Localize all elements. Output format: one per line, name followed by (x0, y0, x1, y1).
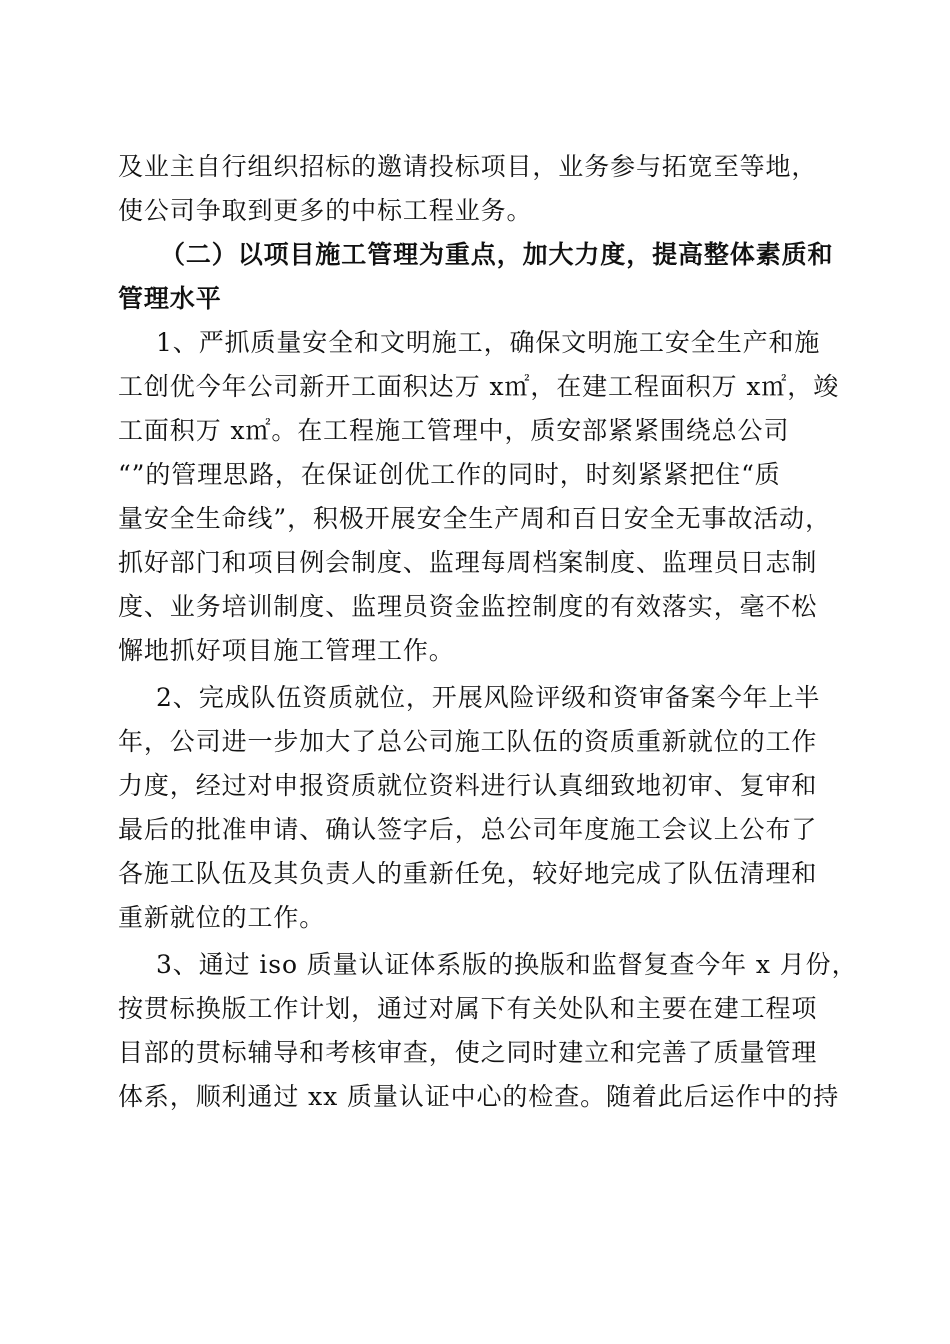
text-line: 度、业务培训制度、监理员资金监控制度的有效落实，毫不松 (118, 592, 818, 621)
text-line: 各施工队伍及其负责人的重新任免，较好地完成了队伍清理和 (118, 859, 818, 888)
text-line: 目部的贯标辅导和考核审查，使之同时建立和完善了质量管理 (118, 1038, 818, 1067)
text-line: 按贯标换版工作计划，通过对属下有关处队和主要在建工程项 (118, 994, 818, 1023)
paragraph-2-start: 2、完成队伍资质就位，开展风险评级和资审备案今年上半 (156, 683, 821, 712)
text-line: 懈地抓好项目施工管理工作。 (118, 636, 455, 665)
paragraph-1-start: 1、严抓质量安全和文明施工，确保文明施工安全生产和施 (156, 328, 821, 357)
text-line: 年，公司进一步加大了总公司施工队伍的资质重新就位的工作 (118, 727, 818, 756)
text-line: 最后的批准申请、确认签字后，总公司年度施工会议上公布了 (118, 815, 818, 844)
text-line: 重新就位的工作。 (118, 903, 326, 932)
text-line: 使公司争取到更多的中标工程业务。 (118, 196, 533, 225)
text-line: “”的管理思路，在保证创优工作的同时，时刻紧紧把住“质 (118, 460, 781, 489)
text-line: 抓好部门和项目例会制度、监理每周档案制度、监理员日志制 (118, 548, 818, 577)
text-line: 力度，经过对申报资质就位资料进行认真细致地初审、复审和 (118, 771, 818, 800)
text-line: 工创优今年公司新开工面积达万 x㎡，在建工程面积万 x㎡，竣 (118, 372, 840, 401)
paragraph-3-start: 3、通过 iso 质量认证体系版的换版和监督复查今年 x 月份， (156, 950, 858, 979)
text-line: 工面积万 x㎡。在工程施工管理中，质安部紧紧围绕总公司 (118, 416, 790, 445)
text-line: 量安全生命线”，积极开展安全生产周和百日安全无事故活动， (118, 504, 831, 533)
section-heading: （二）以项目施工管理为重点，加大力度，提高整体素质和 (160, 240, 834, 269)
text-line: 体系，顺利通过 xx 质量认证中心的检查。随着此后运作中的持 (118, 1082, 840, 1111)
section-heading-continued: 管理水平 (118, 284, 222, 313)
text-line: 及业主自行组织招标的邀请投标项目，业务参与拓宽至等地， (118, 152, 818, 181)
